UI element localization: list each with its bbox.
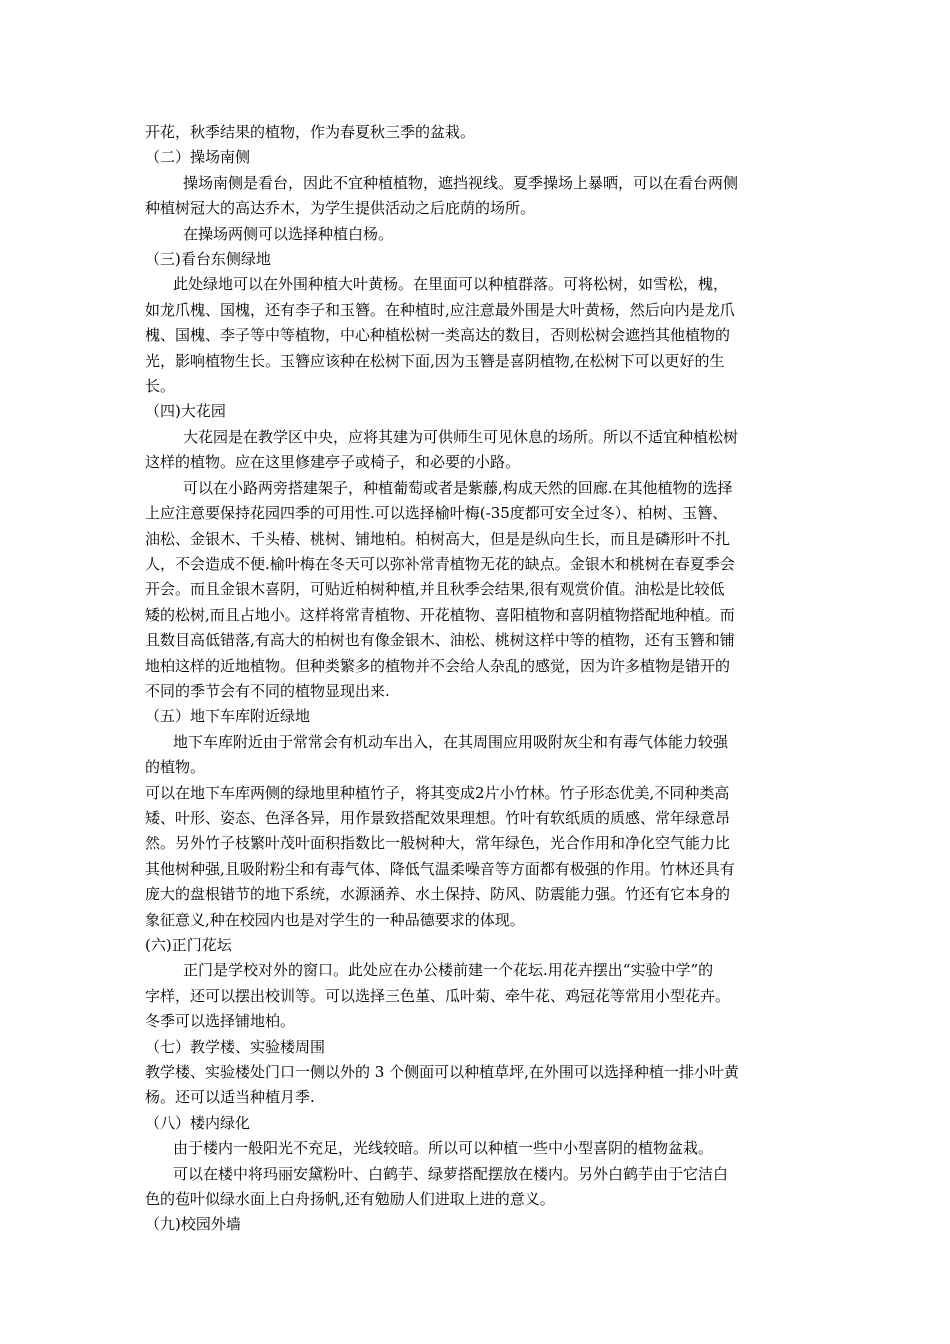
section-heading: （四)大花园 [145,402,226,421]
section-heading: （七）教学楼、实验楼周围 [145,1037,326,1056]
paragraph-line: 地柏这样的近地植物。但种类繁多的植物并不会给人杂乱的感觉，因为许多植物是错开的 [145,656,731,675]
section-heading: （九)校园外墙 [145,1215,241,1234]
paragraph-line: 由于楼内一般阳光不充足，光线较暗。所以可以种植一些中小型喜阴的植物盆栽。 [173,1139,714,1158]
document-page [145,120,810,1238]
section-heading: （二）操场南侧 [145,148,251,167]
paragraph-line: 且数目高低错落,有高大的柏树也有像金银木、油松、桃树这样中等的植物，还有玉簪和铺 [145,631,735,650]
paragraph-line: 操场南侧是看台，因此不宜种植植物，遮挡视线。夏季操场上暴晒，可以在看台两侧 [183,173,739,192]
paragraph-line: 矮的松树,而且占地小。这样将常青植物、开花植物、喜阳植物和喜阴植物搭配地种植。而 [145,605,735,624]
paragraph-line: 如龙爪槐、国槐，还有李子和玉簪。在种植时,应注意最外围是大叶黄杨，然后向内是龙爪 [145,300,735,319]
section-heading: （五）地下车库附近绿地 [145,707,311,726]
paragraph-line: 槐、国槐、李子等中等植物，中心种植松树一类高达的数目，否则松树会遮挡其他植物的 [145,326,731,345]
paragraph-line: 字样，还可以摆出校训等。可以选择三色堇、瓜叶菊、牵牛花、鸡冠花等常用小型花卉。 [145,986,731,1005]
paragraph-line: 杨。还可以适当种植月季. [145,1088,315,1107]
paragraph-line: 上应注意要保持花园四季的可用性.可以选择榆叶梅(-35度都可安全过冬）、柏树、玉簪、 [145,504,728,523]
section-heading: （三)看台东侧绿地 [145,250,271,269]
paragraph-line: 大花园是在教学区中央，应将其建为可供师生可见休息的场所。所以不适宜种植松树 [183,427,739,446]
section-heading: (六)正门花坛 [145,936,232,954]
paragraph-line: 象征意义,种在校园内也是对学生的一种品德要求的体现。 [145,910,525,929]
paragraph-line: 可以在小路两旁搭建架子，种植葡萄或者是紫藤,构成天然的回廊.在其他植物的选择 [183,478,733,497]
paragraph-line: 人，不会造成不便.榆叶梅在冬天可以弥补常青植物无花的缺点。金银木和桃树在春夏季会 [145,554,735,573]
paragraph-line: 色的苞叶似绿水面上白舟扬帆,还有勉励人们进取上进的意义。 [145,1190,555,1209]
paragraph-line: 种植树冠大的高达乔木，为学生提供活动之后庇荫的场所。 [145,199,536,218]
paragraph-line: 矮、叶形、姿态、色泽各异，用作景致搭配效果理想。竹叶有软纸质的质感、常年绿意昂 [145,808,731,827]
paragraph-line: 此处绿地可以在外围种植大叶黄杨。在里面可以种植群落。可将松树，如雪松，槐， [173,275,729,294]
paragraph-line: 油松、金银木、千头椿、桃树、铺地柏。柏树高大，但是是纵向生长，而且是磷形叶不扎 [145,529,731,548]
paragraph-line: 的植物。 [145,758,206,777]
paragraph-line: 冬季可以选择铺地柏。 [145,1012,296,1031]
paragraph-line: 可以在地下车库两侧的绿地里种植竹子，将其变成2片小竹林。竹子形态优美,不同种类高 [145,783,730,802]
paragraph-line: 然。另外竹子枝繁叶茂叶面积指数比一般树种大，常年绿色，光合作用和净化空气能力比 [145,834,731,853]
paragraph-line: 不同的季节会有不同的植物显现出来. [145,681,390,700]
paragraph-line: 其他树种强,且吸附粉尘和有毒气体、降低气温柔噪音等方面都有极强的作用。竹林还具有 [145,859,735,878]
paragraph-line: 可以在楼中将玛丽安黛粉叶、白鹤芋、绿萝搭配摆放在楼内。另外白鹤芋由于它洁白 [173,1164,729,1183]
paragraph-line: 光，影响植物生长。玉簪应该种在松树下面,因为玉簪是喜阴植物,在松树下可以更好的生 [145,351,725,370]
paragraph-line: 正门是学校对外的窗口。此处应在办公楼前建一个花坛.用花卉摆出“实验中学”的 [183,961,714,980]
paragraph-line: 这样的植物。应在这里修建亭子或椅子，和必要的小路。 [145,453,521,472]
paragraph-line: 长。 [145,377,176,396]
section-heading: （八）楼内绿化 [145,1113,251,1132]
paragraph-line: 开花，秋季结果的植物，作为春夏秋三季的盆栽。 [145,123,476,141]
paragraph-line: 开会。而且金银木喜阴，可贴近柏树种植,并且秋季会结果,很有观赏价值。油松是比较低 [145,580,725,599]
paragraph-line: 地下车库附近由于常常会有机动车出入，在其周围应用吸附灰尘和有毒气体能力较强 [173,732,729,751]
paragraph-line: 教学楼、实验楼处门口一侧以外的 3 个侧面可以种植草坪,在外围可以选择种植一排小叶黄 [145,1063,739,1082]
paragraph-line: 在操场两侧可以选择种植白杨。 [183,224,394,243]
paragraph-line: 庞大的盘根错节的地下系统，水源涵养、水土保持、防风、防震能力强。竹还有它本身的 [145,885,731,904]
